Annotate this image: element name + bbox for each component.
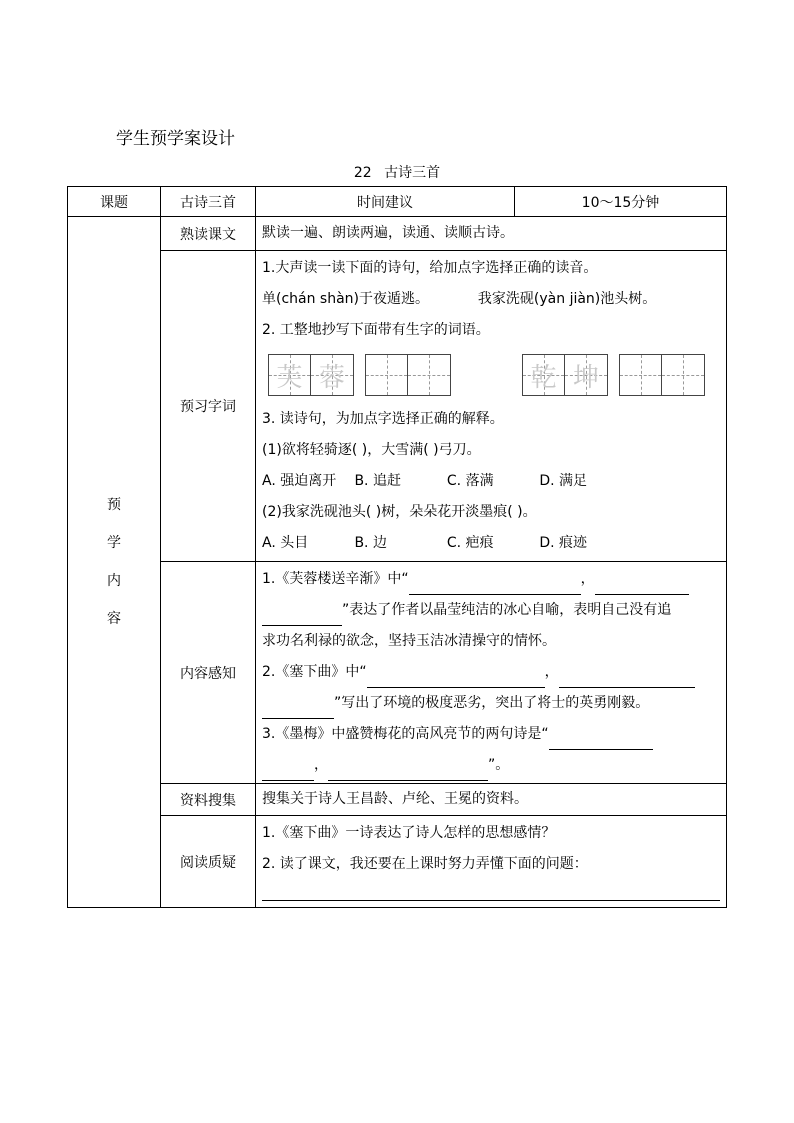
read-label: 熟读课文: [161, 217, 256, 251]
pinyin-question-b: 我家洗砚(yàn jiàn)池头树。: [477, 291, 657, 307]
answer-blank[interactable]: [262, 700, 334, 719]
answer-blank[interactable]: [549, 731, 653, 750]
option: C. 落满: [446, 473, 494, 489]
section-char: 预: [107, 497, 121, 513]
vocab-q2: 2. 工整地抄写下面带有生字的词语。: [262, 322, 490, 338]
option: B. 追赶: [354, 473, 401, 489]
content-text: ”。: [488, 757, 510, 773]
answer-blank[interactable]: [262, 762, 314, 781]
research-text: 搜集关于诗人王昌龄、卢纶、王冕的资料。: [262, 791, 528, 807]
grid-cell[interactable]: [408, 355, 450, 395]
content-text: ”写出了环境的极度恶劣，突出了将士的英勇刚毅。: [334, 695, 650, 711]
option: B. 边: [354, 535, 387, 551]
content-text: ”表达了作者以晶莹纯洁的冰心自喻，表明自己没有追: [342, 602, 672, 618]
read-row: [68, 217, 727, 251]
option: A. 强迫离开: [262, 473, 337, 489]
lesson-number: 22: [353, 165, 372, 181]
questions-row: [68, 816, 727, 908]
content-label: 内容感知: [161, 562, 256, 784]
answer-blank[interactable]: [367, 669, 545, 688]
vocab-q3: 3. 读诗句，为加点字选择正确的解释。: [262, 411, 504, 427]
grid-cell: [523, 355, 565, 395]
content-q1-line1: [256, 564, 726, 595]
content-q3-line1: [256, 719, 726, 750]
grid-cell: [565, 355, 607, 395]
content-row: [68, 562, 727, 784]
section-char: 学: [107, 535, 121, 551]
worksheet-table: [67, 186, 727, 908]
writing-grid[interactable]: [619, 354, 705, 396]
answer-blank[interactable]: [328, 762, 488, 781]
content-q3-line2: [256, 750, 726, 781]
option: D. 满足: [539, 473, 588, 489]
research-label: 资料搜集: [161, 784, 256, 816]
content-text: 1.《芙蓉楼送辛渐》中“: [262, 571, 409, 587]
research-row: [68, 784, 727, 816]
section-label: [68, 217, 161, 908]
questions-label: 阅读质疑: [161, 816, 256, 908]
option: C. 疤痕: [446, 535, 494, 551]
model-char: 蓉: [318, 362, 345, 393]
questions-q2: 2. 读了课文，我还要在上课时努力弄懂下面的问题：: [262, 856, 588, 872]
grid-cell[interactable]: [662, 355, 704, 395]
content-q2-line2: [256, 688, 726, 719]
doc-title: 学生预学案设计: [116, 129, 235, 149]
vocab-q1: 1.大声读一读下面的诗句，给加点字选择正确的读音。: [262, 260, 598, 276]
content-q2-line1: [256, 657, 726, 688]
content-q1-line3: 求功名利禄的欲念，坚持玉洁冰清操守的情怀。: [262, 633, 556, 649]
vocab-label: 预习字词: [161, 251, 256, 562]
model-char: 坤: [572, 362, 599, 393]
option: D. 痕迹: [539, 535, 588, 551]
writing-grid: [268, 354, 354, 396]
topic-label: 课题: [68, 187, 161, 217]
time-label: 时间建议: [256, 187, 515, 217]
section-char: 容: [107, 611, 121, 627]
model-char: 乾: [530, 362, 557, 393]
model-char: 芙: [276, 362, 303, 393]
vocab-q3-2-options: [256, 528, 726, 559]
topic-value: 古诗三首: [161, 187, 256, 217]
content-q1-line2: [256, 595, 726, 626]
lesson-title: [0, 162, 794, 182]
answer-blank[interactable]: [409, 576, 581, 595]
answer-blank[interactable]: [262, 607, 342, 626]
grid-cell: [311, 355, 353, 395]
read-text: 默读一遍、朗读两遍，读通、读顺古诗。: [262, 225, 514, 241]
content-text: 2.《塞下曲》中“: [262, 664, 367, 680]
content-text: 3.《墨梅》中盛赞梅花的高风亮节的两句诗是“: [262, 726, 549, 742]
lesson-name: 古诗三首: [384, 165, 441, 181]
vocab-q3-1: (1)欲将轻骑逐( )，大雪满( )弓刀。: [262, 442, 481, 458]
answer-blank[interactable]: [559, 669, 695, 688]
vocab-q3-2: (2)我家洗砚池头( )树，朵朵花开淡墨痕( )。: [262, 504, 537, 520]
header-row: [68, 187, 727, 217]
comma: ，: [544, 664, 559, 680]
question-answer-line[interactable]: [262, 880, 720, 901]
pinyin-question-a: 单(chán shàn)于夜遁逃。: [262, 291, 430, 307]
option: A. 头目: [262, 535, 309, 551]
writing-grids: [256, 346, 726, 404]
writing-grid[interactable]: [365, 354, 451, 396]
section-char: 内: [107, 573, 121, 589]
comma: ，: [580, 571, 595, 587]
vocab-row: [68, 251, 727, 562]
questions-q1: 1.《塞下曲》一诗表达了诗人怎样的思想感情？: [262, 825, 556, 841]
comma: ，: [314, 757, 328, 773]
grid-cell[interactable]: [620, 355, 662, 395]
vocab-q1-options: [256, 284, 726, 315]
grid-cell: [269, 355, 311, 395]
vocab-q3-1-options: [256, 466, 726, 497]
answer-blank[interactable]: [595, 576, 689, 595]
time-value: 10～15分钟: [515, 187, 727, 217]
grid-cell[interactable]: [366, 355, 408, 395]
writing-grid: [522, 354, 608, 396]
